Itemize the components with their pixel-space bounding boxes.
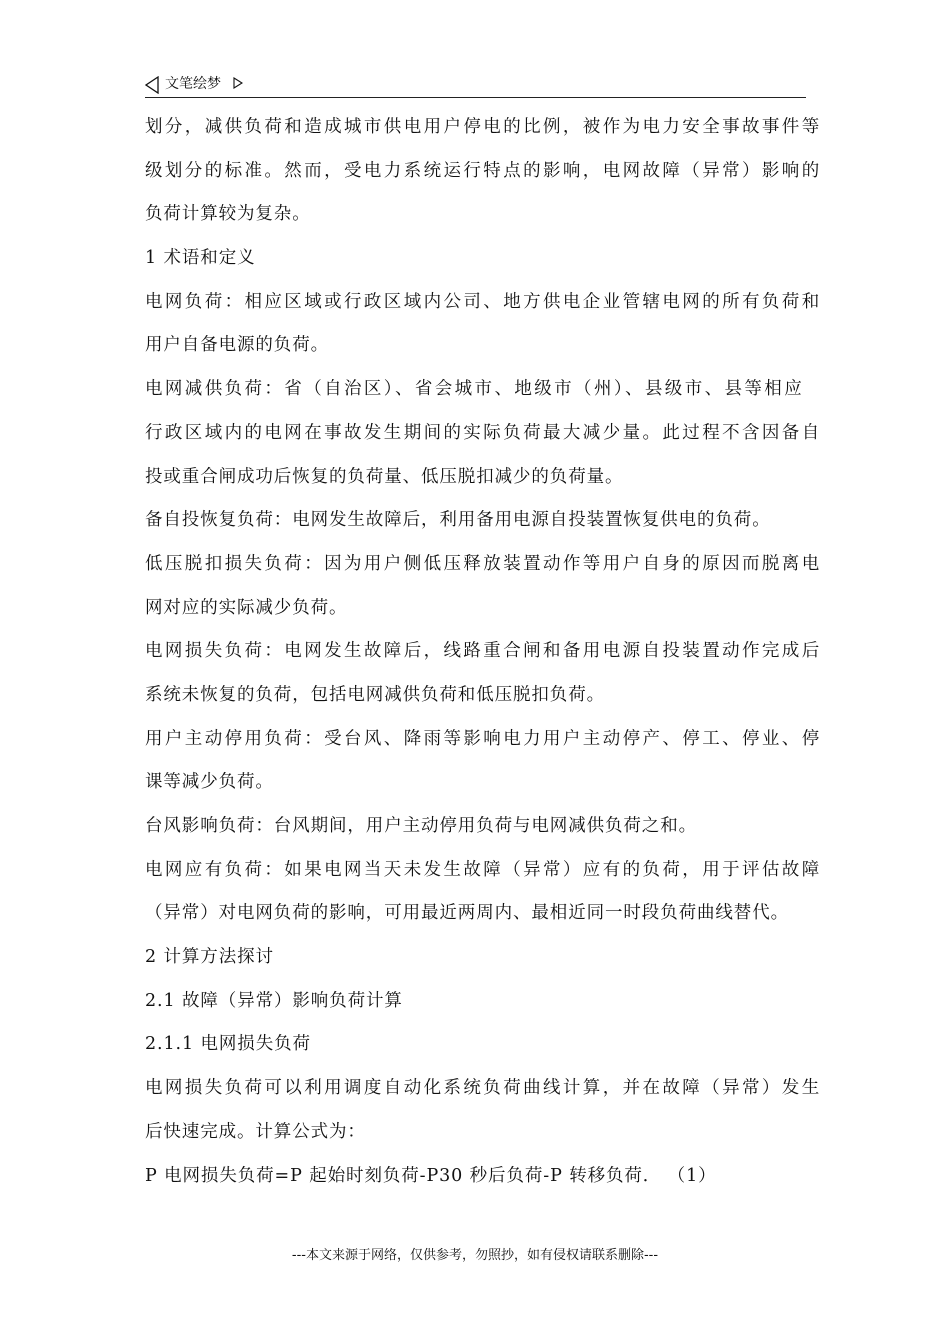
page-header [145, 72, 806, 98]
section-heading: 2 计算方法探讨 [145, 947, 274, 968]
text-line: 负荷计算较为复杂。 [145, 204, 311, 225]
text-line: 电网负荷：相应区域或行政区域内公司、地方供电企业管辖电网的所有负荷和 [145, 291, 822, 312]
text-line: 投或重合闸成功后恢复的负荷量、低压脱扣减少的负荷量。 [145, 466, 624, 487]
text-line: 课等减少负荷。 [145, 772, 274, 793]
text-line: 电网损失负荷：电网发生故障后，线路重合闸和备用电源自投装置动作完成后 [145, 641, 822, 662]
subsubsection-heading: 2.1.1 电网损失负荷 [145, 1034, 311, 1055]
text-line: 低压脱扣损失负荷：因为用户侧低压释放装置动作等用户自身的原因而脱离电 [145, 553, 822, 574]
text-line: 行政区域内的电网在事故发生期间的实际负荷最大减少量。此过程不含因备自 [145, 422, 822, 443]
subsection-heading: 2.1 故障（异常）影响负荷计算 [145, 990, 403, 1011]
section-heading: 1 术语和定义 [145, 248, 256, 269]
text-line: 电网损失负荷可以利用调度自动化系统负荷曲线计算，并在故障（异常）发生 [145, 1078, 822, 1099]
text-line: 系统未恢复的负荷，包括电网减供负荷和低压脱扣负荷。 [145, 684, 605, 705]
text-line: 台风影响负荷：台风期间，用户主动停用负荷与电网减供负荷之和。 [145, 816, 697, 836]
text-line: 备自投恢复负荷：电网发生故障后，利用备用电源自投装置恢复供电的负荷。 [145, 510, 771, 531]
text-line: 用户自备电源的负荷。 [145, 335, 329, 356]
body-text [145, 106, 822, 1198]
text-line: 电网减供负荷：省（自治区）、省会城市、地级市（州）、县级市、县等相应 [145, 379, 805, 400]
left-triangle-icon [145, 76, 159, 94]
text-line: （异常）对电网负荷的影响，可用最近两周内、最相近同一时段负荷曲线替代。 [145, 903, 789, 924]
formula-line: P 电网损失负荷=P 起始时刻负荷-P30 秒后负荷-P 转移负荷． （1） [145, 1165, 717, 1186]
text-line: 网对应的实际减少负荷。 [145, 597, 348, 618]
header-title: 文笔绘梦 [165, 76, 221, 92]
text-line: 划分，减供负荷和造成城市供电用户停电的比例，被作为电力安全事故事件等 [145, 117, 822, 137]
text-line: 后快速完成。计算公式为： [145, 1121, 366, 1142]
right-triangle-icon [233, 77, 243, 89]
text-line: 用户主动停用负荷：受台风、降雨等影响电力用户主动停产、停工、停业、停 [145, 728, 822, 749]
text-line: 级划分的标准。然而，受电力系统运行特点的影响，电网故障（异常）影响的 [145, 160, 822, 181]
page-footer: ---本文来源于网络，仅供参考，勿照抄，如有侵权请联系删除--- [291, 1248, 659, 1263]
text-line: 电网应有负荷：如果电网当天未发生故障（异常）应有的负荷，用于评估故障 [145, 859, 822, 880]
header-rule [145, 97, 806, 98]
